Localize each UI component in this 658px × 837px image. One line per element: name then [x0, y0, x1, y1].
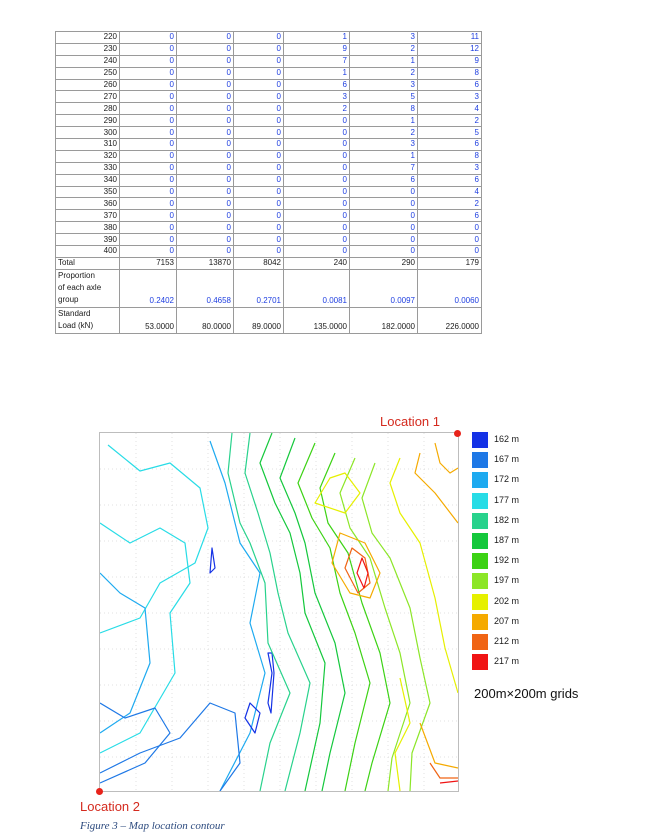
axle-load-cell: 240 [56, 55, 120, 67]
contour-line [280, 438, 345, 791]
count-cell: 0 [120, 186, 177, 198]
contour-line [362, 463, 430, 791]
count-cell: 0 [177, 210, 234, 222]
count-cell: 3 [418, 91, 482, 103]
count-cell: 0 [120, 115, 177, 127]
count-cell: 9 [418, 55, 482, 67]
legend-label: 217 m [494, 656, 520, 667]
count-cell: 0 [234, 246, 284, 258]
count-cell: 7 [284, 55, 350, 67]
count-cell: 2 [284, 103, 350, 115]
table-row [56, 103, 482, 115]
legend-item [472, 450, 552, 470]
count-cell: 8 [418, 150, 482, 162]
count-cell: 0 [284, 162, 350, 174]
axle-load-cell: 220 [56, 32, 120, 44]
count-cell: 0 [177, 222, 234, 234]
legend-swatch [472, 493, 488, 509]
count-cell: 1 [350, 115, 418, 127]
contour-line [435, 443, 458, 473]
table-row [56, 234, 482, 246]
count-cell: 0 [120, 127, 177, 139]
location-1-marker [454, 430, 461, 437]
proportion-cell: 0.2701 [234, 269, 284, 307]
count-cell: 0 [284, 127, 350, 139]
total-cell: 179 [418, 257, 482, 269]
standard-load-cell: 135.0000 [284, 307, 350, 333]
count-cell: 0 [234, 234, 284, 246]
count-cell: 0 [234, 32, 284, 44]
axle-load-cell: 320 [56, 150, 120, 162]
contour-line [100, 573, 150, 733]
contour-line [320, 453, 390, 791]
count-cell: 6 [418, 174, 482, 186]
table-row [56, 186, 482, 198]
table-row [56, 174, 482, 186]
axle-load-cell: 230 [56, 43, 120, 55]
axle-load-cell: 360 [56, 198, 120, 210]
contour-line [245, 703, 260, 733]
contour-line [245, 433, 310, 791]
table-row [56, 67, 482, 79]
legend-swatch [472, 614, 488, 630]
count-cell: 0 [120, 55, 177, 67]
count-cell: 0 [177, 186, 234, 198]
table-row [56, 43, 482, 55]
axle-load-cell: 260 [56, 79, 120, 91]
count-cell: 0 [418, 222, 482, 234]
contour-lines [100, 433, 458, 791]
count-cell: 3 [350, 139, 418, 151]
count-cell: 1 [350, 55, 418, 67]
count-cell: 2 [350, 67, 418, 79]
count-cell: 8 [418, 67, 482, 79]
legend-item [472, 511, 552, 531]
count-cell: 0 [234, 139, 284, 151]
standard-load-cell: 53.0000 [120, 307, 177, 333]
axle-load-cell: 390 [56, 234, 120, 246]
count-cell: 0 [418, 234, 482, 246]
count-cell: 0 [234, 127, 284, 139]
legend-label: 172 m [494, 474, 520, 485]
legend-label: 177 m [494, 494, 520, 505]
count-cell: 11 [418, 32, 482, 44]
legend-item [472, 632, 552, 652]
count-cell: 0 [120, 139, 177, 151]
legend-item [472, 612, 552, 632]
axle-load-cell: 400 [56, 246, 120, 258]
table-row [56, 115, 482, 127]
location-1-label: Location 1 [380, 414, 440, 429]
legend-swatch [472, 452, 488, 468]
proportion-cell: 0.0081 [284, 269, 350, 307]
standard-load-cell: 182.0000 [350, 307, 418, 333]
count-cell: 1 [350, 150, 418, 162]
table-row [56, 246, 482, 258]
table-row [56, 139, 482, 151]
count-cell: 8 [350, 103, 418, 115]
count-cell: 0 [177, 234, 234, 246]
count-cell: 0 [120, 67, 177, 79]
count-cell: 0 [350, 198, 418, 210]
count-cell: 5 [350, 91, 418, 103]
total-cell: 240 [284, 257, 350, 269]
count-cell: 0 [284, 150, 350, 162]
total-label: Total [56, 257, 120, 269]
legend-swatch [472, 533, 488, 549]
legend-item [472, 592, 552, 612]
legend-item [472, 470, 552, 490]
count-cell: 0 [177, 103, 234, 115]
count-cell: 0 [234, 115, 284, 127]
count-cell: 0 [120, 162, 177, 174]
count-cell: 2 [418, 198, 482, 210]
count-cell: 6 [418, 210, 482, 222]
count-cell: 0 [177, 198, 234, 210]
count-cell: 0 [177, 67, 234, 79]
proportion-label [56, 269, 120, 307]
contour-line [440, 781, 458, 783]
proportion-label-line: group [58, 294, 79, 304]
count-cell: 0 [177, 32, 234, 44]
legend-swatch [472, 513, 488, 529]
count-cell: 0 [284, 234, 350, 246]
axle-load-cell: 280 [56, 103, 120, 115]
count-cell: 5 [418, 127, 482, 139]
count-cell: 6 [350, 174, 418, 186]
legend-label: 197 m [494, 575, 520, 586]
standard-load-label-line: Load (kN) [58, 320, 94, 330]
axle-load-cell: 380 [56, 222, 120, 234]
grid-size-note: 200m×200m grids [474, 686, 579, 701]
axle-load-cell: 340 [56, 174, 120, 186]
contour-line [340, 458, 410, 791]
axle-load-cell: 330 [56, 162, 120, 174]
count-cell: 0 [177, 174, 234, 186]
contour-map [99, 432, 459, 792]
table-row [56, 79, 482, 91]
count-cell: 2 [350, 127, 418, 139]
count-cell: 0 [284, 174, 350, 186]
axle-load-cell: 300 [56, 127, 120, 139]
proportion-label-line: of each axle [58, 282, 102, 292]
count-cell: 0 [177, 246, 234, 258]
axle-load-cell: 370 [56, 210, 120, 222]
count-cell: 0 [234, 55, 284, 67]
count-cell: 3 [418, 162, 482, 174]
count-cell: 0 [234, 43, 284, 55]
legend-item [472, 551, 552, 571]
standard-load-cell: 89.0000 [234, 307, 284, 333]
legend-label: 182 m [494, 514, 520, 525]
axle-load-cell: 350 [56, 186, 120, 198]
proportion-cell: 0.4658 [177, 269, 234, 307]
proportion-cell: 0.2402 [120, 269, 177, 307]
contour-line [260, 433, 325, 791]
proportion-cell: 0.0060 [418, 269, 482, 307]
axle-load-cell: 270 [56, 91, 120, 103]
count-cell: 0 [234, 210, 284, 222]
standard-load-label [56, 307, 120, 333]
legend-label: 162 m [494, 434, 520, 444]
legend-swatch [472, 594, 488, 610]
count-cell: 0 [234, 79, 284, 91]
table-row [56, 127, 482, 139]
contour-line [395, 678, 410, 791]
count-cell: 6 [418, 139, 482, 151]
count-cell: 1 [284, 67, 350, 79]
count-cell: 12 [418, 43, 482, 55]
table-row [56, 150, 482, 162]
legend-swatch [472, 432, 488, 448]
count-cell: 0 [177, 43, 234, 55]
count-cell: 0 [120, 32, 177, 44]
count-cell: 6 [284, 79, 350, 91]
legend-label: 212 m [494, 636, 520, 646]
count-cell: 0 [177, 115, 234, 127]
count-cell: 0 [120, 198, 177, 210]
count-cell: 0 [350, 234, 418, 246]
count-cell: 0 [120, 150, 177, 162]
count-cell: 0 [284, 222, 350, 234]
count-cell: 0 [284, 246, 350, 258]
total-cell: 290 [350, 257, 418, 269]
count-cell: 0 [177, 127, 234, 139]
contour-line [210, 548, 215, 573]
count-cell: 0 [120, 174, 177, 186]
count-cell: 0 [120, 79, 177, 91]
count-cell: 0 [284, 210, 350, 222]
count-cell: 0 [120, 91, 177, 103]
axle-load-table [55, 31, 482, 334]
legend-item [472, 491, 552, 511]
legend-swatch [472, 573, 488, 589]
figure-caption: Figure 3 – Map location contour [80, 820, 225, 832]
count-cell: 0 [120, 222, 177, 234]
location-2-label: Location 2 [80, 799, 140, 814]
count-cell: 0 [177, 55, 234, 67]
legend-swatch [472, 654, 488, 670]
count-cell: 0 [234, 91, 284, 103]
total-cell: 8042 [234, 257, 284, 269]
table-row [56, 210, 482, 222]
count-cell: 0 [120, 246, 177, 258]
contour-line [100, 523, 190, 753]
count-cell: 0 [177, 139, 234, 151]
count-cell: 0 [120, 43, 177, 55]
count-cell: 2 [418, 115, 482, 127]
proportion-row [56, 269, 482, 307]
count-cell: 0 [350, 222, 418, 234]
count-cell: 0 [284, 198, 350, 210]
standard-load-cell: 226.0000 [418, 307, 482, 333]
total-cell: 13870 [177, 257, 234, 269]
count-cell: 0 [418, 246, 482, 258]
count-cell: 0 [234, 150, 284, 162]
total-row [56, 257, 482, 269]
count-cell: 3 [350, 79, 418, 91]
axle-load-cell: 250 [56, 67, 120, 79]
table-row [56, 32, 482, 44]
axle-load-cell: 310 [56, 139, 120, 151]
count-cell: 6 [418, 79, 482, 91]
count-cell: 0 [234, 198, 284, 210]
legend-label: 167 m [494, 454, 520, 465]
table-row [56, 55, 482, 67]
count-cell: 0 [177, 91, 234, 103]
count-cell: 1 [284, 32, 350, 44]
count-cell: 3 [350, 32, 418, 44]
count-cell: 0 [234, 162, 284, 174]
table-row [56, 222, 482, 234]
count-cell: 0 [350, 246, 418, 258]
legend-swatch [472, 553, 488, 569]
legend-label: 192 m [494, 555, 520, 566]
contour-line [100, 445, 208, 633]
count-cell: 7 [350, 162, 418, 174]
axle-load-cell: 290 [56, 115, 120, 127]
proportion-cell: 0.0097 [350, 269, 418, 307]
count-cell: 0 [234, 103, 284, 115]
total-cell: 7153 [120, 257, 177, 269]
count-cell: 0 [120, 210, 177, 222]
location-2-marker [96, 788, 103, 795]
legend-swatch [472, 634, 488, 650]
count-cell: 0 [284, 186, 350, 198]
proportion-label-line: Proportion [58, 270, 95, 280]
legend-label: 207 m [494, 615, 520, 626]
legend-label: 202 m [494, 595, 520, 606]
count-cell: 0 [177, 162, 234, 174]
count-cell: 0 [350, 210, 418, 222]
count-cell: 9 [284, 43, 350, 55]
table-row [56, 162, 482, 174]
contour-line [420, 723, 458, 768]
contour-line [415, 453, 458, 523]
count-cell: 0 [284, 139, 350, 151]
count-cell: 0 [120, 103, 177, 115]
count-cell: 0 [120, 234, 177, 246]
legend-item [472, 430, 552, 450]
table-body [56, 32, 482, 334]
legend-item [472, 652, 552, 672]
contour-line [268, 653, 274, 713]
legend-swatch [472, 472, 488, 488]
standard-load-cell: 80.0000 [177, 307, 234, 333]
count-cell: 2 [350, 43, 418, 55]
contour-line [100, 703, 170, 783]
legend-label: 187 m [494, 535, 520, 545]
count-cell: 4 [418, 186, 482, 198]
count-cell: 4 [418, 103, 482, 115]
count-cell: 0 [234, 67, 284, 79]
standard-load-row [56, 307, 482, 333]
count-cell: 0 [234, 174, 284, 186]
count-cell: 0 [284, 115, 350, 127]
legend-item [472, 531, 552, 551]
count-cell: 0 [177, 150, 234, 162]
table-row [56, 198, 482, 210]
count-cell: 0 [234, 186, 284, 198]
count-cell: 0 [350, 186, 418, 198]
count-cell: 0 [234, 222, 284, 234]
table-row [56, 91, 482, 103]
legend-item [472, 571, 552, 591]
standard-load-label-line: Standard [58, 308, 91, 318]
count-cell: 0 [177, 79, 234, 91]
count-cell: 3 [284, 91, 350, 103]
